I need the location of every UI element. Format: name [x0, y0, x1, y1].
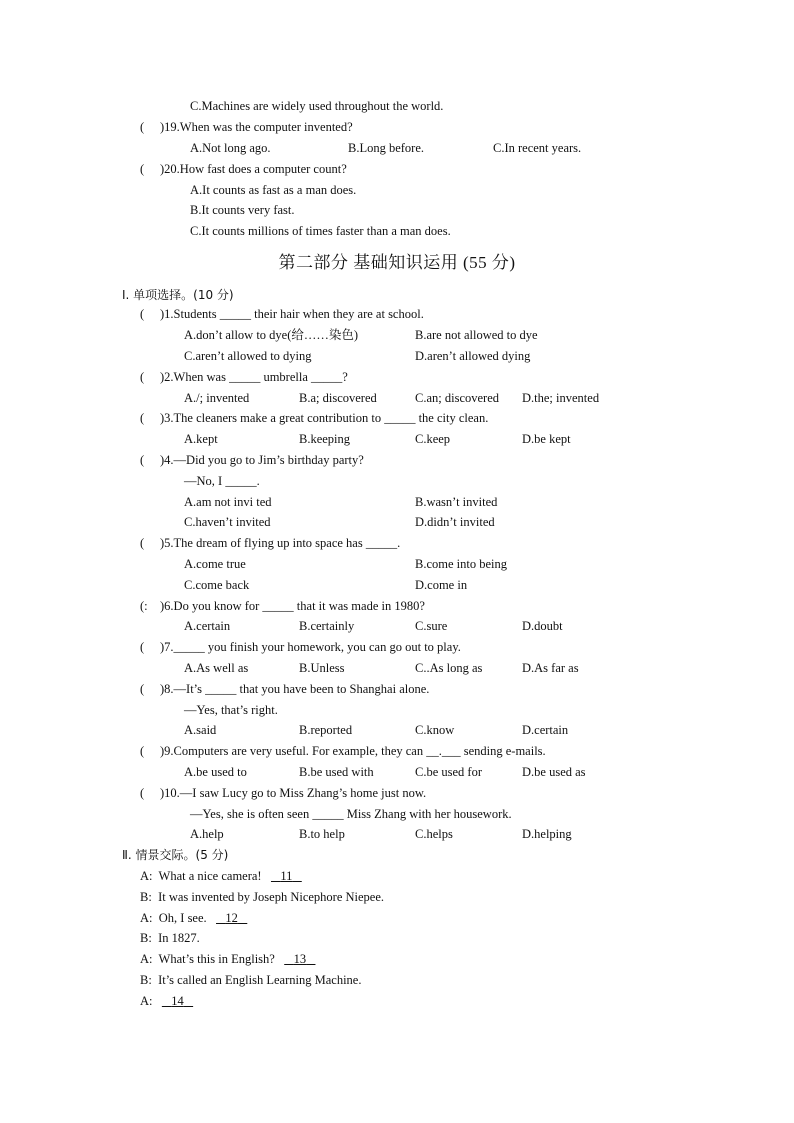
- blank-number: 12: [225, 911, 238, 925]
- question-1: [140, 306, 424, 322]
- q7-option-b: B.Unless: [299, 661, 345, 675]
- question-stem: )3.The cleaners make a great contribution to _____ the city clean.: [160, 411, 489, 425]
- answer-paren[interactable]: (: [140, 744, 145, 758]
- q8-option-a: A.said: [184, 723, 217, 737]
- blank-12[interactable]: [216, 911, 247, 925]
- q6-option-b: B.certainly: [299, 619, 355, 633]
- answer-paren[interactable]: (: [140, 640, 145, 654]
- answer-paren[interactable]: (: [140, 411, 145, 425]
- answer-paren[interactable]: (: [140, 536, 145, 550]
- speaker-label: A:: [140, 869, 153, 883]
- q10-option-a: A.help: [190, 827, 224, 841]
- q5-option-a: A.come true: [184, 557, 246, 571]
- question-19: [140, 119, 353, 135]
- dialogue-line: [140, 910, 247, 926]
- q19-option-a: A.Not long ago.: [190, 141, 271, 155]
- answer-paren[interactable]: (: [140, 370, 145, 384]
- blank-number: 14: [171, 994, 184, 1008]
- dialogue-text: What a nice camera!: [158, 869, 262, 883]
- question-9: [140, 743, 546, 759]
- q20-option-a: A.It counts as fast as a man does.: [190, 183, 357, 197]
- dialogue-line: [140, 951, 315, 967]
- q5-option-d: D.come in: [415, 578, 468, 592]
- speaker-label: B:: [140, 973, 152, 987]
- question-4: [140, 452, 364, 468]
- question-stem: )19.When was the computer invented?: [160, 120, 353, 134]
- q9-option-a: A.be used to: [184, 765, 247, 779]
- answer-paren[interactable]: (: [140, 453, 145, 467]
- answer-paren[interactable]: (: [140, 682, 145, 696]
- q9-option-d: D.be used as: [522, 765, 586, 779]
- q10-option-c: C.helps: [415, 827, 453, 841]
- q5-option-c: C.come back: [184, 578, 250, 592]
- q3-option-d: D.be kept: [522, 432, 571, 446]
- q7-option-c: C..As long as: [415, 661, 483, 675]
- blank-number: 13: [293, 952, 307, 966]
- q20-option-c: C.It counts millions of times faster than a man does.: [190, 224, 451, 238]
- q2-option-a: A./; invented: [184, 391, 250, 405]
- q9-option-b: B.be used with: [299, 765, 374, 779]
- q8-option-c: C.know: [415, 723, 455, 737]
- section-2-heading: Ⅱ. 情景交际。(5 分): [122, 848, 229, 862]
- question-stem: )8.—It’s _____ that you have been to Shanghai alone.: [160, 682, 430, 696]
- q6-option-c: C.sure: [415, 619, 448, 633]
- q6-option-d: D.doubt: [522, 619, 563, 633]
- q10-option-b: B.to help: [299, 827, 345, 841]
- dialogue-text: Oh, I see.: [158, 911, 207, 925]
- q7-option-a: A.As well as: [184, 661, 249, 675]
- speaker-label: A:: [140, 911, 153, 925]
- section-1-heading: Ⅰ. 单项选择。(10 分): [122, 288, 234, 302]
- question-2: [140, 369, 348, 385]
- q2-option-c: C.an; discovered: [415, 391, 500, 405]
- dialogue-line: [140, 993, 193, 1009]
- speaker-label: B:: [140, 931, 152, 945]
- q4-option-d: D.didn’t invited: [415, 515, 495, 529]
- speaker-label: B:: [140, 890, 152, 904]
- q4-reply: —No, I _____.: [184, 474, 260, 488]
- q1-option-a: A.don’t allow to dye(给……染色): [184, 328, 359, 342]
- dialogue-line: [140, 868, 302, 884]
- q5-option-b: B.come into being: [415, 557, 507, 571]
- answer-paren[interactable]: (:: [140, 599, 148, 613]
- dialogue-line: [140, 972, 361, 988]
- q4-option-c: C.haven’t invited: [184, 515, 271, 529]
- q7-option-d: D.As far as: [522, 661, 579, 675]
- q1-option-b: B.are not allowed to dye: [415, 328, 538, 342]
- q8-option-d: D.certain: [522, 723, 569, 737]
- q2-option-b: B.a; discovered: [299, 391, 377, 405]
- answer-paren[interactable]: (: [140, 307, 145, 321]
- question-5: [140, 535, 400, 551]
- q2-option-d: D.the; invented: [522, 391, 600, 405]
- question-stem: )4.—Did you go to Jim’s birthday party?: [160, 453, 364, 467]
- question-10: [140, 785, 426, 801]
- answer-paren[interactable]: (: [140, 120, 145, 134]
- q10-reply: —Yes, she is often seen _____ Miss Zhang with her housework.: [190, 807, 512, 821]
- q18-option-c: C.Machines are widely used throughout the world.: [190, 99, 444, 113]
- question-7: [140, 639, 461, 655]
- q20-option-b: B.It counts very fast.: [190, 203, 295, 217]
- q3-option-a: A.kept: [184, 432, 218, 446]
- q6-option-a: A.certain: [184, 619, 231, 633]
- question-stem: )5.The dream of flying up into space has _____.: [160, 536, 401, 550]
- dialogue-text: It’s called an English Learning Machine.: [158, 973, 362, 987]
- blank-14[interactable]: [162, 994, 193, 1008]
- q1-option-c: C.aren’t allowed to dying: [184, 349, 312, 363]
- q8-option-b: B.reported: [299, 723, 353, 737]
- answer-paren[interactable]: (: [140, 786, 145, 800]
- dialogue-text: In 1827.: [158, 931, 200, 945]
- question-3: [140, 410, 488, 426]
- dialogue-text: What’s this in English?: [158, 952, 275, 966]
- q4-option-b: B.wasn’t invited: [415, 495, 498, 509]
- dialogue-text: It was invented by Joseph Nicephore Niepee.: [158, 890, 385, 904]
- speaker-label: A:: [140, 952, 153, 966]
- question-20: [140, 161, 347, 177]
- blank-number: 11: [280, 869, 293, 883]
- question-stem: )7._____ you finish your homework, you can go out to play.: [160, 640, 461, 654]
- q19-option-b: B.Long before.: [348, 141, 425, 155]
- dialogue-line: [140, 889, 384, 905]
- q3-option-b: B.keeping: [299, 432, 351, 446]
- q4-option-a: A.am not invi ted: [184, 495, 272, 509]
- question-stem: )6.Do you know for _____ that it was made in 1980?: [160, 599, 425, 613]
- dialogue-line: [140, 930, 200, 946]
- answer-paren[interactable]: (: [140, 162, 145, 176]
- q8-reply: —Yes, that’s right.: [184, 703, 278, 717]
- question-stem: )20.How fast does a computer count?: [160, 162, 347, 176]
- q10-option-d: D.helping: [522, 827, 572, 841]
- blank-13[interactable]: [284, 952, 315, 966]
- question-8: [140, 681, 429, 697]
- q19-option-c: C.In recent years.: [493, 141, 582, 155]
- speaker-label: A:: [140, 994, 153, 1008]
- q1-option-d: D.aren’t allowed dying: [415, 349, 531, 363]
- q3-option-c: C.keep: [415, 432, 451, 446]
- question-stem: )1.Students _____ their hair when they are at school.: [160, 307, 424, 321]
- q9-option-c: C.be used for: [415, 765, 482, 779]
- question-stem: )9.Computers are very useful. For example, they can __.___ sending e-mails.: [160, 744, 546, 758]
- part-title: 第二部分 基础知识运用 (55 分): [278, 253, 516, 272]
- question-6: [140, 598, 425, 614]
- question-stem: )2.When was _____ umbrella _____?: [160, 370, 348, 384]
- question-stem: )10.—I saw Lucy go to Miss Zhang’s home just now.: [160, 786, 427, 800]
- blank-11[interactable]: [271, 869, 302, 883]
